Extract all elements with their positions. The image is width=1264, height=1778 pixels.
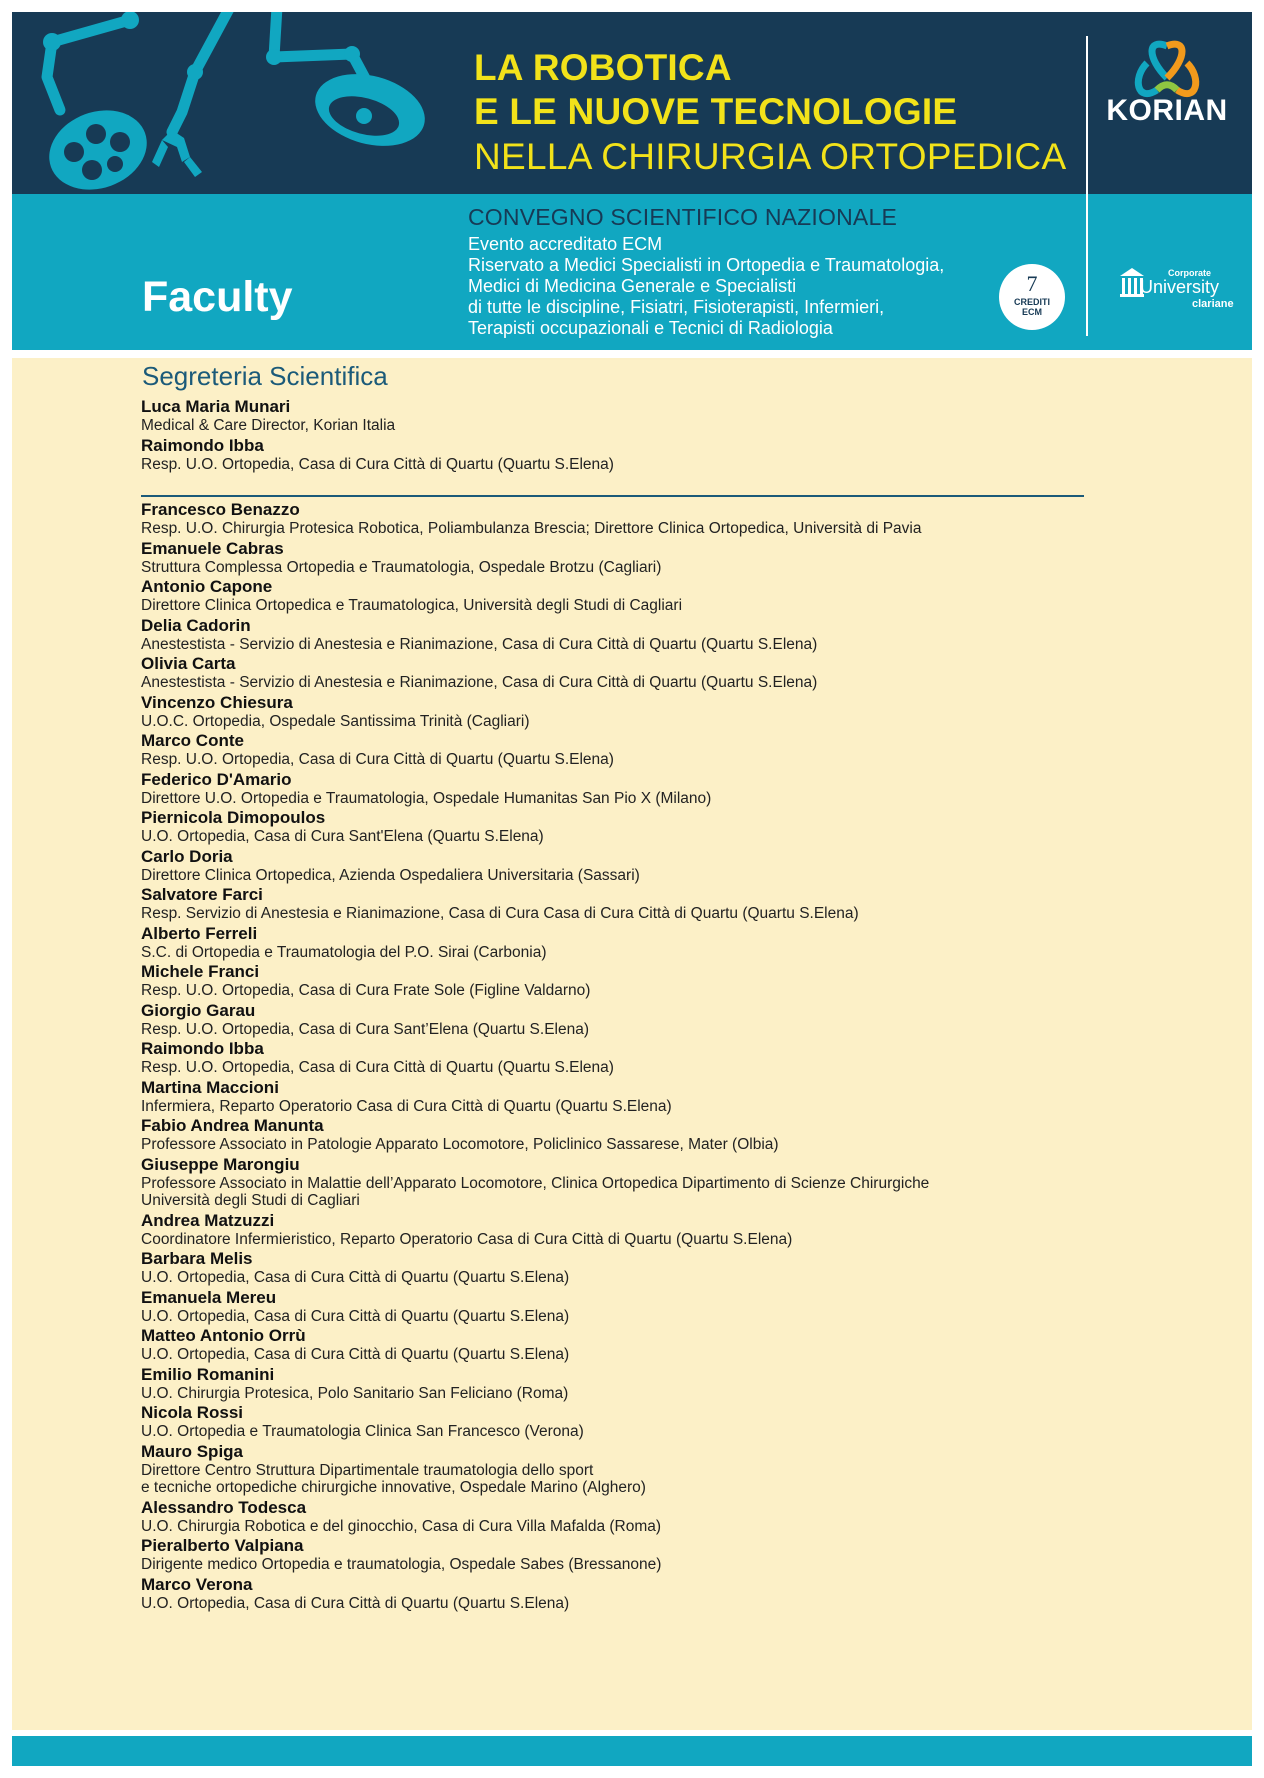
- info-line: Medici di Medicina Generale e Specialisti: [468, 276, 797, 296]
- faculty-list: [141, 499, 1141, 1612]
- korian-brand: KORIAN: [1106, 94, 1228, 127]
- university-brand: clariane: [1192, 298, 1234, 310]
- person-role: Anestestista - Servizio di Anestesia e Rianimazione, Casa di Cura Città di Quartu (Quartu S.Elena): [141, 635, 818, 653]
- person-role: U.O. Ortopedia e Traumatologia Clinica San Francesco (Verona): [141, 1423, 584, 1440]
- person-name: Antonio Capone: [141, 577, 273, 596]
- person-role: Resp. U.O. Ortopedia, Casa di Cura Città di Quartu (Quartu S.Elena): [141, 751, 614, 768]
- person-name: Federico D'Amario: [141, 769, 292, 789]
- person-name: Olivia Carta: [141, 654, 236, 673]
- list-item: [141, 923, 1141, 962]
- list-item: [141, 1000, 1141, 1039]
- person-name: Pieralberto Valpiana: [141, 1536, 304, 1555]
- person-name: Alessandro Todesca: [141, 1497, 307, 1517]
- person-role: U.O. Ortopedia, Casa di Cura Città di Quartu (Quartu S.Elena): [141, 1594, 570, 1612]
- person-role: Direttore Clinica Ortopedica e Traumatologica, Università degli Studi di Cagliari: [141, 597, 683, 614]
- list-item: [141, 1115, 1141, 1154]
- person-name: Barbara Melis: [141, 1249, 253, 1268]
- list-item: [141, 1077, 1141, 1116]
- list-item: [141, 499, 1141, 538]
- ecm-label-line1: CREDITI: [1014, 297, 1050, 307]
- person-role: U.O. Ortopedia, Casa di Cura Città di Quartu (Quartu S.Elena): [141, 1307, 570, 1325]
- page-title: Faculty: [142, 273, 293, 321]
- person-role: Resp. U.O. Ortopedia, Casa di Cura Città di Quartu (Quartu S.Elena): [141, 1059, 614, 1076]
- info-line: di tutte le discipline, Fisiatri, Fisioterapisti, Infermieri,: [468, 297, 885, 317]
- surgical-lamp-icon: [307, 63, 433, 158]
- title-line-2: E LE NUOVE TECNOLOGIE: [474, 91, 958, 132]
- person-name: Mauro Spiga: [141, 1441, 244, 1461]
- list-item: [141, 846, 1141, 885]
- person-name: Raimondo Ibba: [141, 435, 264, 455]
- list-item: [141, 1574, 1141, 1613]
- list-item: [141, 1287, 1141, 1326]
- person-name: Marco Verona: [141, 1574, 253, 1594]
- list-item: [141, 1154, 1141, 1210]
- person-name: Piernicola Dimopoulos: [141, 808, 326, 827]
- person-role: Medical & Care Director, Korian Italia: [141, 417, 396, 434]
- list-item: [141, 884, 1141, 923]
- person-name: Michele Franci: [141, 962, 260, 981]
- list-item: [141, 1038, 1141, 1077]
- person-name: Delia Cadorin: [141, 615, 251, 635]
- title-line-3: NELLA CHIRURGIA ORTOPEDICA: [474, 136, 1067, 177]
- person-name: Luca Maria Munari: [141, 397, 291, 416]
- ecm-label: [999, 297, 1065, 317]
- person-name: Emanuele Cabras: [141, 538, 284, 558]
- person-role: Coordinatore Infermieristico, Reparto Operatorio Casa di Cura Città di Quartu (Quartu S.Elena): [141, 1230, 793, 1248]
- event-info: [468, 234, 1008, 339]
- info-line: Terapisti occupazionali e Tecnici di Radiologia: [468, 318, 833, 338]
- person-role: Professore Associato in Patologie Apparato Locomotore, Policlinico Sassarese, Mater (Olbia): [141, 1136, 779, 1153]
- person-name: Giuseppe Marongiu: [141, 1154, 300, 1174]
- person-role: S.C. di Ortopedia e Traumatologia del P.O. Sirai (Carbonia): [141, 943, 547, 961]
- university-corporate: Corporate: [1168, 268, 1212, 278]
- person-role: U.O. Chirurgia Robotica e del ginocchio, Casa di Cura Villa Mafalda (Roma): [141, 1517, 662, 1535]
- person-role: Professore Associato in Malattie dell’Apparato Locomotore, Clinica Ortopedica Dipartimento di Scienze Chirurgiche Università degli Studi di Cagliari: [141, 1174, 930, 1209]
- list-item: [141, 807, 1141, 846]
- list-item: [141, 396, 1141, 435]
- person-name: Salvatore Farci: [141, 885, 263, 904]
- list-item: [141, 1497, 1141, 1536]
- robotic-arm-icon: [12, 12, 482, 194]
- person-role: U.O. Ortopedia, Casa di Cura Città di Quartu (Quartu S.Elena): [141, 1269, 570, 1286]
- person-role: Resp. U.O. Ortopedia, Casa di Cura Sant’Elena (Quartu S.Elena): [141, 1020, 589, 1038]
- ecm-credits-badge: [999, 264, 1065, 330]
- person-role: Struttura Complessa Ortopedia e Traumatologia, Ospedale Brotzu (Cagliari): [141, 558, 662, 576]
- person-role: Dirigente medico Ortopedia e traumatologia, Ospedale Sabes (Bressanone): [141, 1556, 662, 1573]
- segreteria-list: [141, 396, 1141, 473]
- person-role: Infermiera, Reparto Operatorio Casa di Cura Città di Quartu (Quartu S.Elena): [141, 1097, 672, 1115]
- ecm-label-line2: ECM: [1022, 307, 1042, 317]
- person-name: Giorgio Garau: [141, 1000, 256, 1020]
- person-name: Andrea Matzuzzi: [141, 1210, 275, 1230]
- header-divider: [1086, 36, 1088, 336]
- person-role: Resp. Servizio di Anestesia e Rianimazione, Casa di Cura Casa di Cura Città di Quartu (Quartu S.Elena): [141, 905, 859, 922]
- person-name: Marco Conte: [141, 731, 244, 750]
- list-item: [141, 1325, 1141, 1364]
- person-name: Emilio Romanini: [141, 1364, 275, 1384]
- person-name: Francesco Benazzo: [141, 500, 300, 519]
- person-role: Anestestista - Servizio di Anestesia e Rianimazione, Casa di Cura Città di Quartu (Quartu S.Elena): [141, 674, 818, 691]
- list-item: [141, 769, 1141, 808]
- list-item: [141, 1441, 1141, 1497]
- person-role: Direttore Centro Struttura Dipartimentale traumatologia dello sport e tecniche ortopediche chirurgiche innovative, Ospedale Marino (Alghero): [141, 1461, 646, 1496]
- person-role: U.O. Chirurgia Protesica, Polo Sanitario San Feliciano (Roma): [141, 1384, 569, 1402]
- person-role: U.O. Ortopedia, Casa di Cura Sant'Elena (Quartu S.Elena): [141, 828, 544, 845]
- info-line: Riservato a Medici Specialisti in Ortopedia e Traumatologia,: [468, 255, 945, 275]
- person-role: U.O. Ortopedia, Casa di Cura Città di Quartu (Quartu S.Elena): [141, 1346, 570, 1363]
- person-role: Direttore U.O. Ortopedia e Traumatologia, Ospedale Humanitas San Pio X (Milano): [141, 789, 712, 807]
- list-item: [141, 1364, 1141, 1403]
- person-name: Raimondo Ibba: [141, 1039, 264, 1058]
- list-item: [141, 576, 1141, 615]
- person-role: Resp. U.O. Chirurgia Protesica Robotica, Poliambulanza Brescia; Direttore Clinica Ortopedica, Università di Pavia: [141, 520, 922, 537]
- person-role: Resp. U.O. Ortopedia, Casa di Cura Frate Sole (Figline Valdarno): [141, 982, 591, 999]
- ecm-number: 7: [1026, 271, 1038, 296]
- segreteria-title: Segreteria Scientifica: [142, 361, 388, 391]
- list-item: [141, 615, 1141, 654]
- convegno-heading: CONVEGNO SCIENTIFICO NAZIONALE: [468, 204, 897, 230]
- event-title: [474, 46, 1094, 180]
- person-name: Fabio Andrea Manunta: [141, 1116, 324, 1135]
- person-name: Martina Maccioni: [141, 1077, 279, 1097]
- list-item: [141, 1535, 1141, 1574]
- person-name: Vincenzo Chiesura: [141, 692, 293, 712]
- footer-band: [12, 1736, 1252, 1766]
- list-item: [141, 730, 1141, 769]
- section-divider: [141, 495, 1084, 497]
- list-item: [141, 435, 1141, 474]
- person-role: U.O.C. Ortopedia, Ospedale Santissima Trinità (Cagliari): [141, 712, 530, 730]
- person-name: Matteo Antonio Orrù: [141, 1326, 306, 1345]
- person-name: Alberto Ferreli: [141, 923, 258, 943]
- person-role: Resp. U.O. Ortopedia, Casa di Cura Città di Quartu (Quartu S.Elena): [141, 455, 614, 473]
- person-role: Direttore Clinica Ortopedica, Azienda Ospedaliera Universitaria (Sassari): [141, 866, 640, 884]
- list-item: [141, 961, 1141, 1000]
- list-item: [141, 692, 1141, 731]
- title-line-1: LA ROBOTICA: [474, 47, 732, 88]
- university-word: University: [1140, 277, 1220, 297]
- person-name: Carlo Doria: [141, 846, 233, 866]
- list-item: [141, 653, 1141, 692]
- info-line: Evento accreditato ECM: [468, 234, 663, 254]
- list-item: [141, 1210, 1141, 1249]
- list-item: [141, 538, 1141, 577]
- list-item: [141, 1248, 1141, 1287]
- list-item: [141, 1402, 1141, 1441]
- person-name: Nicola Rossi: [141, 1403, 244, 1422]
- person-name: Emanuela Mereu: [141, 1287, 277, 1307]
